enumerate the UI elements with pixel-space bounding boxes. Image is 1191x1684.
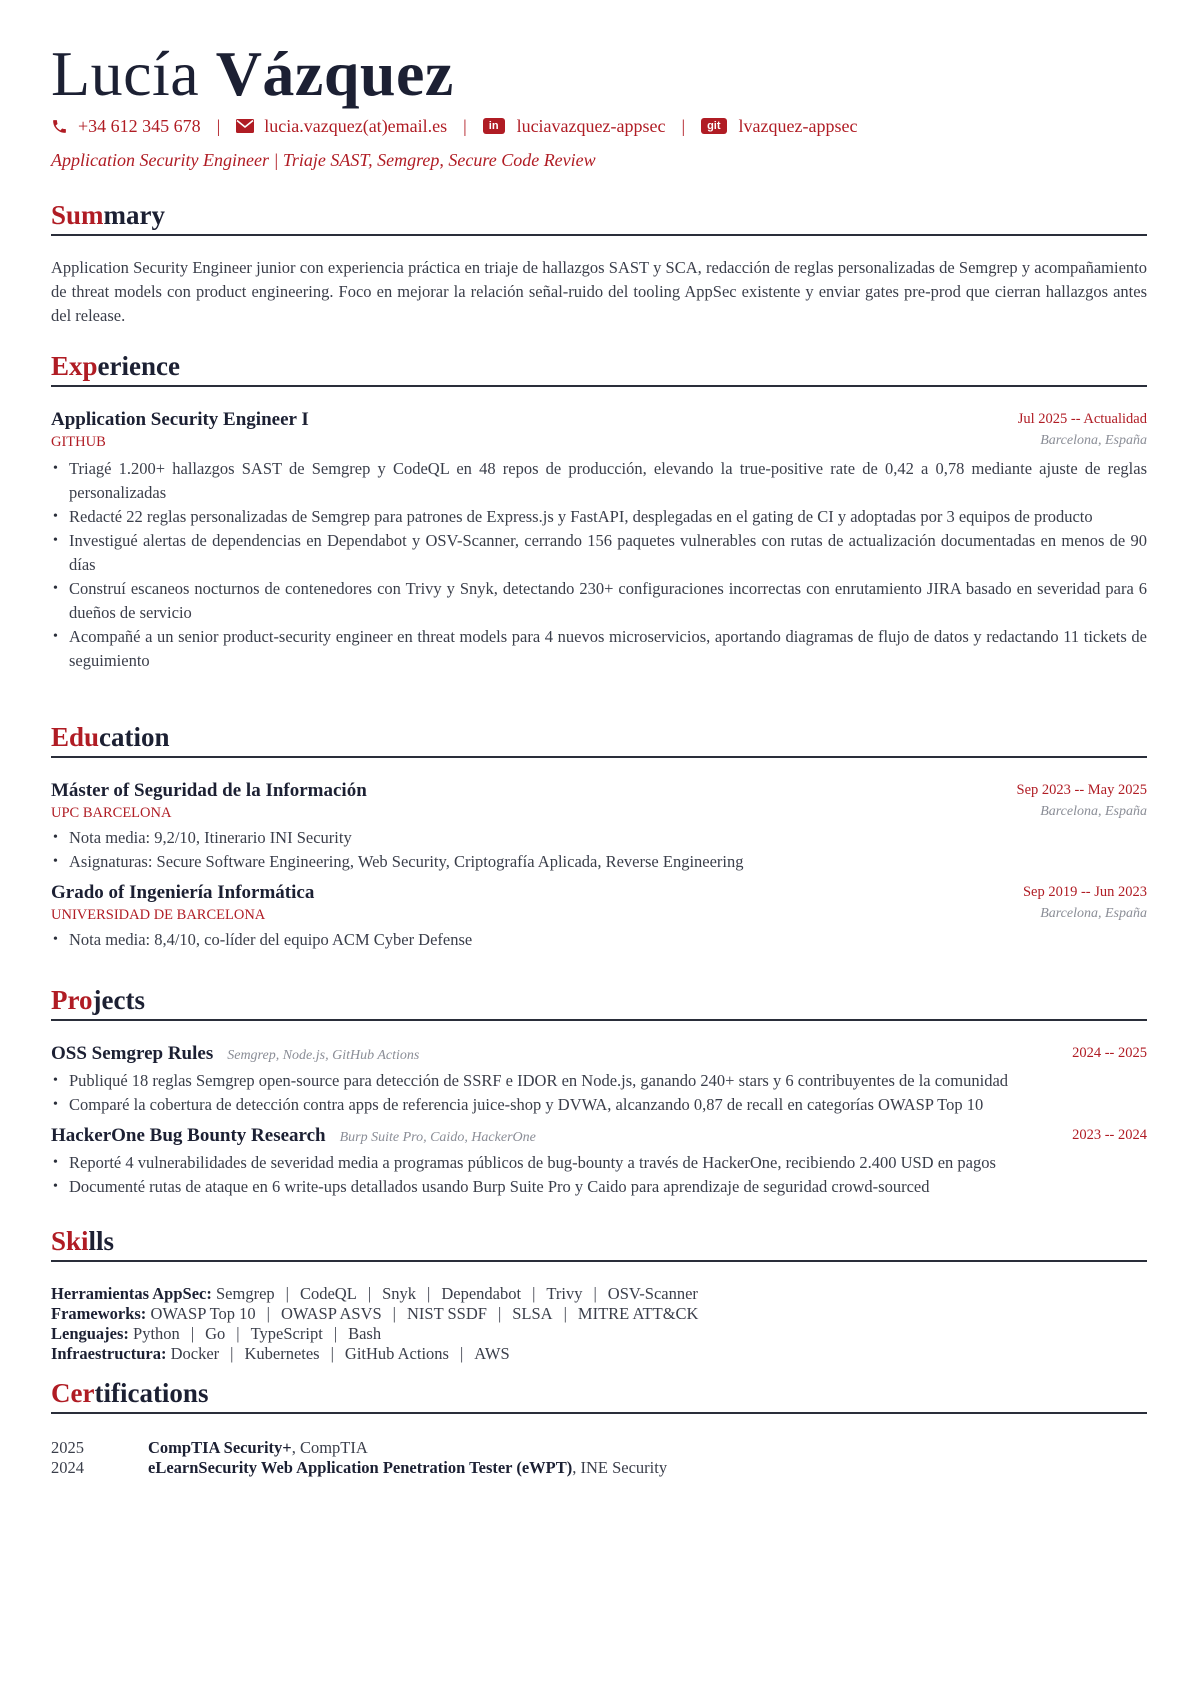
skill-row — [51, 1284, 1147, 1304]
skill-item: SLSA — [512, 1304, 553, 1323]
skill-item: OWASP ASVS — [280, 1304, 382, 1323]
education-entry — [51, 780, 1147, 874]
degree-bullets — [51, 826, 1147, 874]
project-tech: Semgrep, Node.js, GitHub Actions — [227, 1048, 420, 1063]
skill-category: Infraestructura: — [51, 1344, 167, 1363]
project-dates: 2024 -- 2025 — [1072, 1045, 1147, 1061]
cert-row — [51, 1438, 1147, 1458]
linkedin-icon: in — [483, 118, 505, 134]
tagline: Application Security Engineer | Triaje SAST, Semgrep, Secure Code Review — [51, 150, 596, 170]
project-title: HackerOne Bug Bounty Research — [51, 1125, 326, 1146]
cert-name: CompTIA Security+ — [148, 1438, 292, 1457]
last-name: Vázquez — [215, 38, 454, 109]
project-dates: 2023 -- 2024 — [1072, 1127, 1147, 1143]
skill-item: Bash — [348, 1324, 382, 1343]
separator: | — [236, 1324, 240, 1343]
degree-title: Grado of Ingeniería Informática — [51, 882, 315, 903]
skill-row — [51, 1324, 1147, 1344]
skill-item: Dependabot — [441, 1284, 522, 1303]
section-title: Projects — [51, 983, 1147, 1021]
school-location: Barcelona, España — [1040, 906, 1147, 921]
skill-item: Snyk — [382, 1284, 417, 1303]
project-entry — [51, 1043, 1147, 1117]
certifications-section — [51, 1376, 1147, 1478]
git-icon: git — [701, 118, 726, 134]
cert-year: 2024 — [51, 1458, 84, 1477]
cert-issuer: , CompTIA — [291, 1438, 368, 1457]
separator: | — [563, 1304, 567, 1323]
separator: | — [392, 1304, 396, 1323]
separator: | — [266, 1304, 270, 1323]
candidate-name — [51, 38, 454, 110]
linkedin-link[interactable]: luciavazquez-appsec — [516, 116, 666, 136]
skill-item: Semgrep — [215, 1284, 275, 1303]
job-dates: Jul 2025 -- Actualidad — [1017, 411, 1147, 427]
skill-item: AWS — [474, 1344, 510, 1363]
skill-item: OWASP Top 10 — [150, 1304, 256, 1323]
separator: | — [216, 116, 221, 136]
list-item: • Nota media: 9,2/10, Itinerario INI Security — [51, 826, 1147, 850]
degree-dates: Sep 2023 -- May 2025 — [1016, 782, 1147, 798]
separator: | — [330, 1344, 334, 1363]
projects-section — [51, 983, 1147, 1199]
list-item: • Reporté 4 vulnerabilidades de severidad media a programas públicos de bug-bounty a través de HackerOne, recibiendo 2.400 USD en pagos — [51, 1151, 1147, 1175]
list-item: • Acompañé a un senior product-security engineer en threat models para 4 nuevos microservicios, aportando diagramas de flujo de datos y redactando 11 tickets de seguimiento — [51, 625, 1147, 673]
list-item: • Redacté 22 reglas personalizadas de Semgrep para patrones de Express.js y FastAPI, desplegadas en el gating de CI y adoptadas por 3 equipos de producto — [51, 505, 1147, 529]
job-location: Barcelona, España — [1040, 433, 1147, 448]
skills-list — [51, 1284, 1147, 1364]
skill-category: Lenguajes: — [51, 1324, 129, 1343]
section-title: Skills — [51, 1224, 1147, 1262]
school-name: UNIVERSIDAD DE BARCELONA — [51, 907, 266, 923]
project-bullets — [51, 1069, 1147, 1117]
skill-item: TypeScript — [250, 1324, 323, 1343]
email-link[interactable]: lucia.vazquez(at)email.es — [264, 116, 448, 136]
separator: | — [367, 1284, 372, 1303]
skill-item: Go — [205, 1324, 226, 1343]
job-title: Application Security Engineer I — [51, 409, 309, 430]
cert-row — [51, 1458, 1147, 1478]
skill-item: Python — [133, 1324, 180, 1343]
contact-bar — [51, 113, 857, 139]
separator: | — [190, 1324, 195, 1343]
skills-section — [51, 1224, 1147, 1364]
separator: | — [459, 1344, 464, 1363]
education-section — [51, 720, 1147, 952]
skill-row — [51, 1304, 1147, 1324]
cert-issuer: , INE Security — [572, 1458, 668, 1477]
list-item: • Publiqué 18 reglas Semgrep open-source para detección de SSRF e IDOR en Node.js, ganando 240+ stars y 6 contribuyentes de la comunidad — [51, 1069, 1147, 1093]
job-entry — [51, 409, 1147, 673]
list-item: • Documenté rutas de ataque en 6 write-ups detallados usando Burp Suite Pro y Caido para aprendizaje de seguridad crowd-sourced — [51, 1175, 1147, 1199]
job-bullets — [51, 457, 1147, 673]
skill-item: Kubernetes — [244, 1344, 320, 1363]
envelope-icon — [236, 119, 254, 133]
separator: | — [463, 116, 467, 136]
list-item: • Triagé 1.200+ hallazgos SAST de Semgrep y CodeQL en 48 repos de producción, elevando la true-positive rate de 0,42 a 0,78 mediante ajuste de reglas personalizadas — [51, 457, 1147, 505]
phone-link[interactable]: +34 612 345 678 — [78, 116, 201, 136]
degree-dates: Sep 2019 -- Jun 2023 — [1022, 884, 1147, 900]
project-entry — [51, 1125, 1147, 1199]
section-title: Certifications — [51, 1376, 1147, 1414]
skill-item: MITRE ATT&CK — [577, 1304, 699, 1323]
summary-section — [51, 198, 1147, 328]
separator: | — [333, 1324, 338, 1343]
list-item: • Construí escaneos nocturnos de contenedores con Trivy y Snyk, detectando 230+ configuraciones incorrectas con enrutamiento JIRA basado en severidad para 6 dueños de servicio — [51, 577, 1147, 625]
separator: | — [593, 1284, 597, 1303]
project-title: OSS Semgrep Rules — [51, 1043, 214, 1064]
section-title: Experience — [51, 349, 1147, 387]
job-company: GITHUB — [51, 434, 106, 450]
git-link[interactable]: lvazquez-appsec — [738, 116, 858, 136]
separator: | — [285, 1284, 289, 1303]
degree-bullets — [51, 928, 1147, 952]
cert-year: 2025 — [51, 1438, 84, 1457]
list-item: • Investigué alertas de dependencias en Dependabot y OSV-Scanner, cerrando 156 paquetes vulnerables con rutas de actualización documentadas en menos de 90 días — [51, 529, 1147, 577]
phone-icon — [51, 118, 68, 135]
skill-item: Trivy — [546, 1284, 583, 1303]
separator: | — [497, 1304, 502, 1323]
education-entry — [51, 882, 1147, 952]
first-name: Lucía — [51, 38, 200, 109]
separator: | — [427, 1284, 431, 1303]
list-item: • Nota media: 8,4/10, co-líder del equipo ACM Cyber Defense — [51, 928, 1147, 952]
cert-name: eLearnSecurity Web Application Penetration Tester (eWPT) — [148, 1458, 573, 1477]
separator: | — [681, 116, 686, 136]
degree-title: Máster of Seguridad de la Información — [51, 780, 367, 801]
project-tech: Burp Suite Pro, Caido, HackerOne — [339, 1130, 536, 1145]
skill-item: CodeQL — [299, 1284, 357, 1303]
project-bullets — [51, 1151, 1147, 1199]
school-location: Barcelona, España — [1040, 804, 1147, 819]
skill-item: Docker — [170, 1344, 220, 1363]
list-item: • Asignaturas: Secure Software Engineering, Web Security, Criptografía Aplicada, Reverse Engineering — [51, 850, 1147, 874]
section-title: Education — [51, 720, 1147, 758]
school-name: UPC BARCELONA — [51, 805, 172, 821]
section-title: Summary — [51, 198, 1147, 236]
separator: | — [532, 1284, 536, 1303]
list-item: • Comparé la cobertura de detección contra apps de referencia juice-shop y DVWA, alcanzando 0,87 de recall en categorías OWASP Top 10 — [51, 1093, 1147, 1117]
skill-category: Frameworks: — [51, 1304, 147, 1323]
summary-text: Application Security Engineer junior con experiencia práctica en triaje de hallazgos SAST y SCA, redacción de reglas personalizadas de Semgrep y acompañamiento de threat models con product engineering. Foco en mejorar la relación señal-ruido del tooling AppSec existente y enviar gates pre-prod que cierran hallazgos antes del release. — [51, 258, 1147, 325]
skill-item: NIST SSDF — [406, 1304, 487, 1323]
cert-list — [51, 1438, 1147, 1478]
experience-section — [51, 349, 1147, 673]
skill-row — [51, 1344, 1147, 1364]
skill-item: OSV-Scanner — [607, 1284, 698, 1303]
separator: | — [230, 1344, 234, 1363]
skill-category: Herramientas AppSec: — [51, 1284, 212, 1303]
skill-item: GitHub Actions — [344, 1344, 449, 1363]
